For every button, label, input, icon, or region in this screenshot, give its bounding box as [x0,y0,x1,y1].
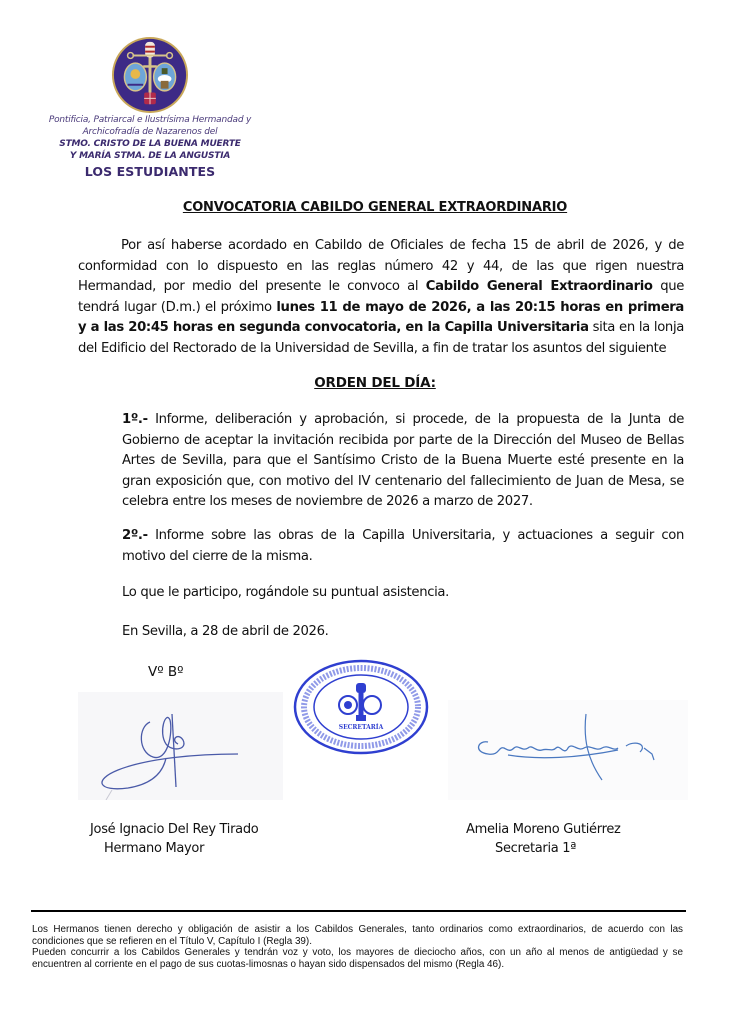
intro-text-1: Por así haberse acordado en Cabildo de Oficiales de fecha 15 de abril de 2026, y de conformidad con lo dispuesto en las reglas número 42 y 44, de las que rigen nuestra Hermandad, por medio del presente le convoco al [78,238,684,294]
closing-sentence: Lo que le participo, rogándole su puntual asistencia. [122,585,449,600]
signer-role-left: Hermano Mayor [104,841,205,856]
handwritten-signature-icon [78,692,283,800]
agenda-item-number: 2º.- [122,528,148,543]
signer-role-right: Secretaria 1ª [495,841,577,856]
intro-text-2: que tendrá lugar (D.m.) el próximo [78,279,684,315]
agenda-item-number: 1º.- [122,412,148,427]
org-name-line-1: Pontificia, Patriarcal e Ilustrísima Hermandad y [48,115,252,125]
org-short-name: LOS ESTUDIANTES [84,164,216,179]
footer-divider [31,910,686,912]
place-and-date: En Sevilla, a 28 de abril de 2026. [122,624,329,639]
letterhead [38,36,262,181]
agenda-item [122,410,684,513]
agenda-item-text: Informe, deliberación y aprobación, si procede, de la propuesta de la Junta de Gobierno de aceptar la invitación recibida por parte de la Dirección del Museo de Bellas Artes de Sevilla, para que el Santísimo Cristo de la Buena Muerte esté presente en la gran exposición que, con motivo del IV centenario del fallecimiento de Juan de Mesa, se celebra entre los meses de noviembre de 2026 a marzo de 2027. [122,412,684,509]
agenda-item [122,526,684,567]
org-name-line-4: Y MARÍA STMA. DE LA ANGUSTIA [69,151,231,161]
agenda-item-text: Informe sobre las obras de la Capilla Universitaria, y actuaciones a seguir con motivo del cierre de la misma. [122,528,684,564]
signature-secretaria [448,700,688,800]
intro-bold-date-time-place: lunes 11 de mayo de 2026, a las 20:15 horas en primera y a las 20:45 horas en segunda convocatoria, en la Capilla Universitaria [78,299,684,335]
signer-name-left: José Ignacio Del Rey Tirado [90,822,259,837]
footnote-paragraph-2: Pueden concurrir a los Cabildos Generales y tendrán voz y voto, los mayores de dieciocho años, con un año al menos de antigüedad y se encuentren al corriente en el pago de sus cuotas-limosnas o hayan sido dispensados del mismo (Regla 46). [32,947,683,970]
footnote-paragraph-1: Los Hermanos tienen derecho y obligación de asistir a los Cabildos Generales, tanto ordinarios como extraordinarios, de acuerdo con las condiciones que se refieren en el Título V, Capítulo I (Regla 39). [32,924,683,947]
handwritten-signature-icon [448,700,688,800]
intro-bold-cabildo: Cabildo General Extraordinario [425,279,653,294]
org-name-line-3: STMO. CRISTO DE LA BUENA MUERTE [59,139,241,149]
stamp-label: SECRETARÍA [338,724,384,731]
intro-paragraph [78,236,684,359]
approval-mark: Vº Bº [148,664,184,680]
footnote [32,924,683,970]
intro-text-3: sita en la lonja del Edificio del Rectorado de la Universidad de Sevilla, a fin de tratar los asuntos del siguiente [78,320,684,356]
document-title: CONVOCATORIA CABILDO GENERAL EXTRAORDINARIO [182,200,568,215]
coat-of-arms-icon [111,36,189,114]
brotherhood-secretary-stamp [290,657,432,757]
signer-name-right: Amelia Moreno Gutiérrez [466,822,621,837]
org-name-line-2: Archicofradía de Nazarenos del [82,127,218,137]
agenda-title: ORDEN DEL DÍA: [314,375,436,391]
signature-hermano-mayor [78,692,283,800]
official-seal-icon [290,657,432,757]
